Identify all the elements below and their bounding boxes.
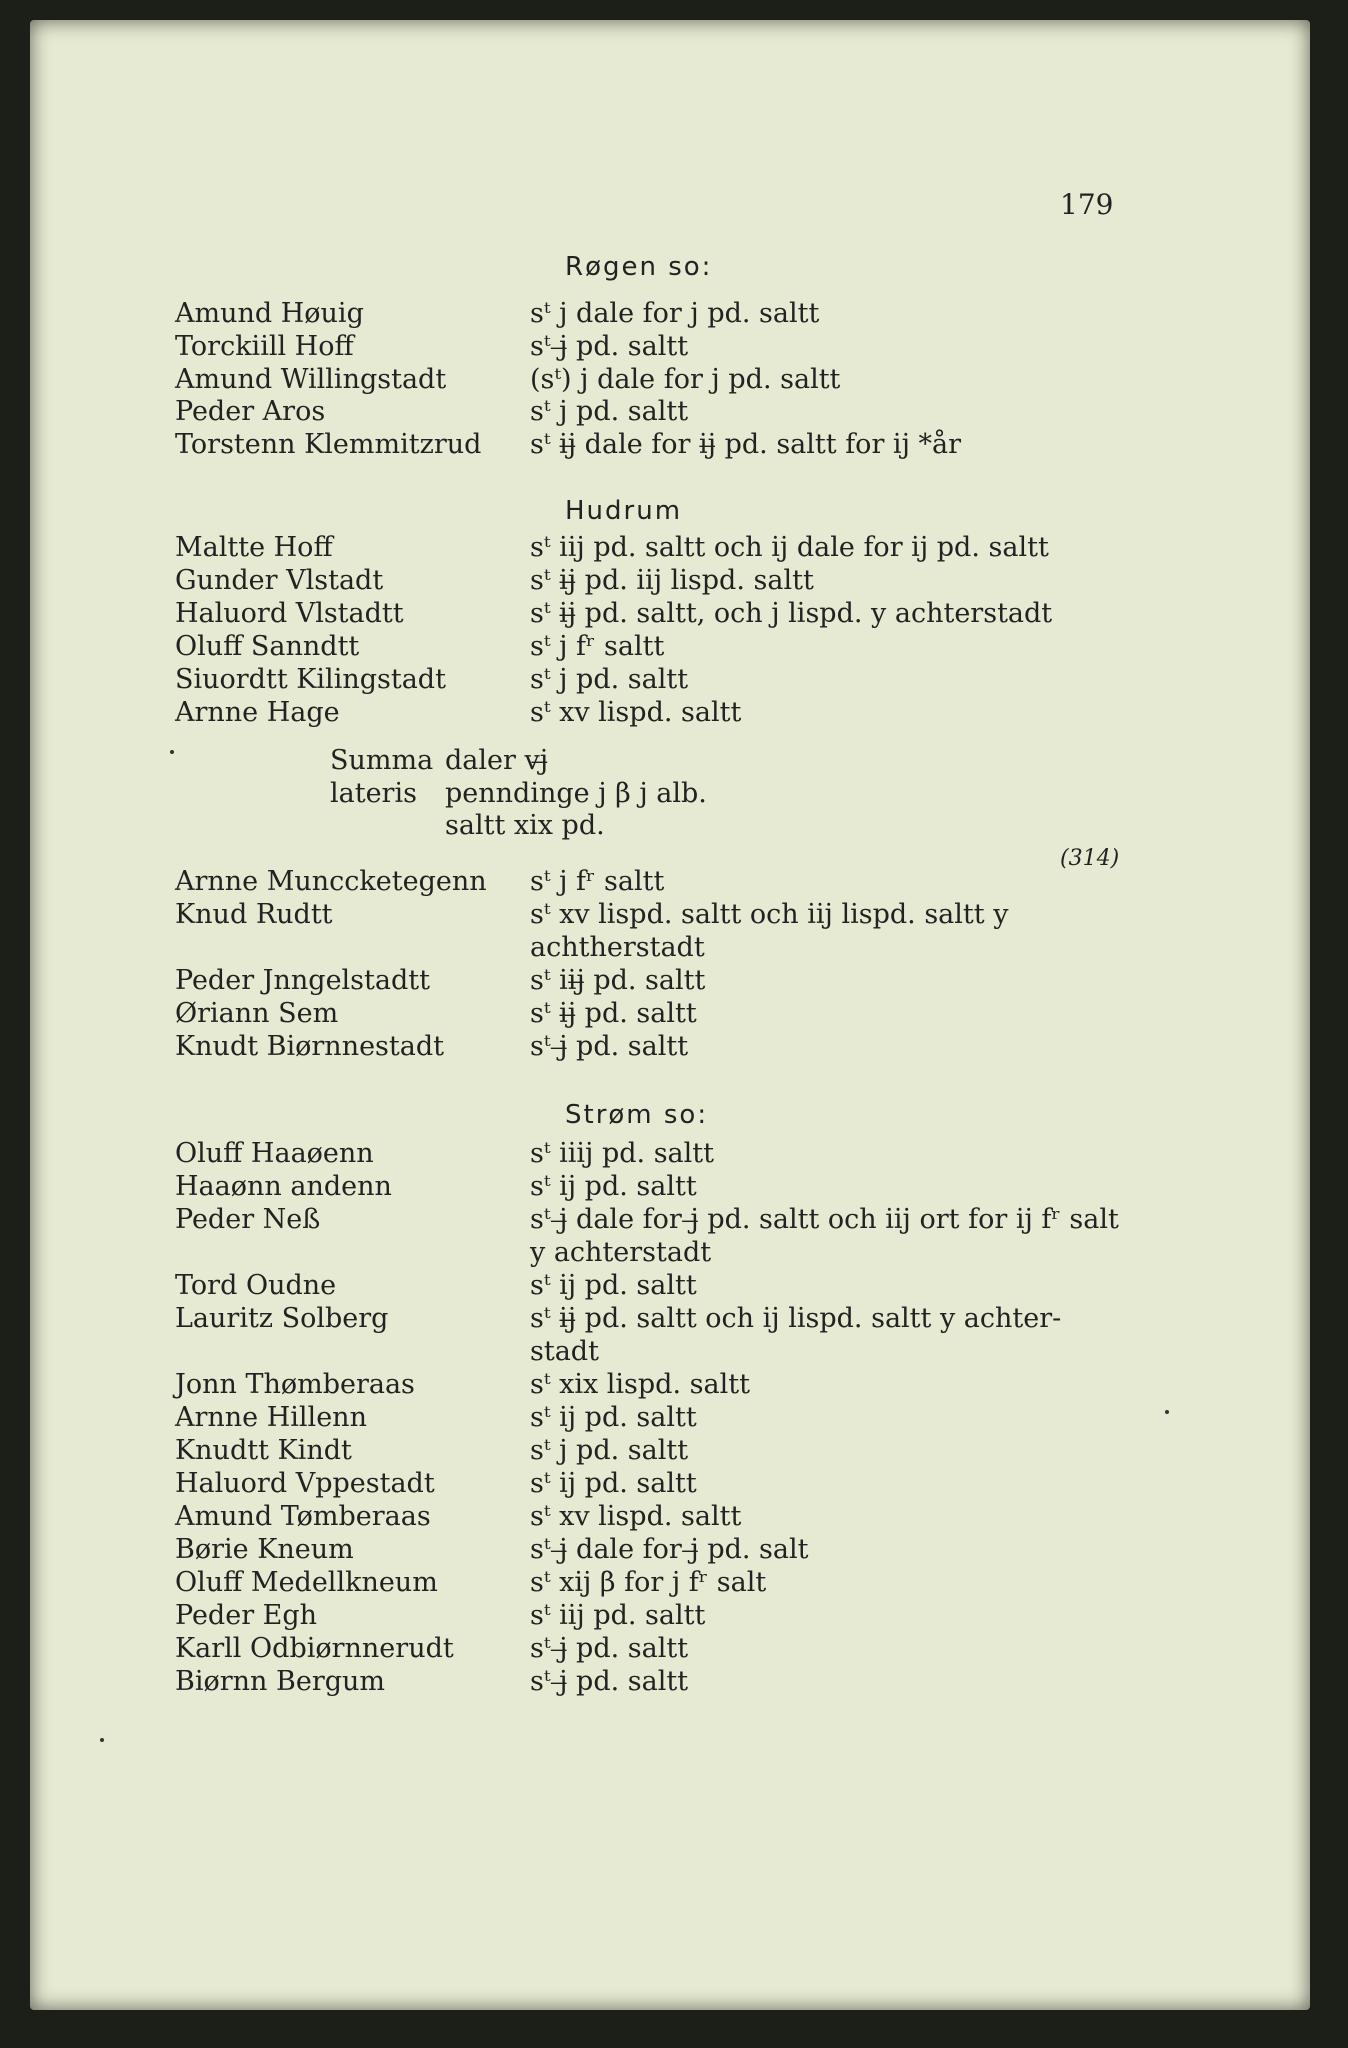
tax-entry: sᵗ iij̶ pd. saltt (530, 965, 706, 996)
tax-entry: sᵗ j̶ dale for j̶ pd. saltt och iij ort for ij fʳ salt y achterstadt (530, 1204, 1119, 1268)
paper-speck (170, 750, 174, 754)
tax-entry: sᵗ j dale for j pd. saltt (530, 298, 820, 329)
person-name: Knudtt Kindt (175, 1435, 352, 1466)
person-name: Amund Høuig (175, 298, 364, 329)
person-name: Gunder Vlstadt (175, 565, 384, 596)
page-number: 179 (1060, 188, 1114, 221)
tax-entry: sᵗ j̶ pd. saltt (530, 1633, 689, 1664)
paper-speck (1165, 1410, 1169, 1414)
person-name: Oluff Sanndtt (175, 631, 360, 662)
person-name: Tord Oudne (175, 1270, 337, 1301)
tax-entry: sᵗ iij pd. saltt (530, 1600, 706, 1631)
summa-label: Summa (330, 745, 434, 776)
person-name: Torstenn Klemmitzrud (175, 429, 482, 460)
person-name: Arnne Munccketegenn (175, 866, 487, 897)
person-name: Peder Egh (175, 1600, 318, 1631)
person-name: Peder Aros (175, 396, 326, 427)
tax-entry: sᵗ ij pd. saltt (530, 1468, 697, 1499)
person-name: Karll Odbiørnnerudt (175, 1633, 454, 1664)
person-name: Øriann Sem (175, 998, 339, 1029)
summa-penndinge: penndinge j β j alb. (445, 777, 707, 809)
tax-entry: sᵗ ij pd. saltt (530, 1270, 697, 1301)
document-page (30, 20, 1310, 2010)
tax-entry: sᵗ ij pd. saltt (530, 1402, 697, 1433)
summa-lateris (330, 745, 707, 843)
person-name: Peder Jnngelstadtt (175, 965, 430, 996)
tax-entry: sᵗ j fʳ saltt (530, 866, 665, 897)
person-name: Torckiill Hoff (175, 331, 354, 362)
person-name: Jonn Thømberaas (175, 1369, 415, 1400)
person-name: Haluord Vlstadtt (175, 598, 404, 629)
person-name: Maltte Hoff (175, 532, 333, 563)
folio-reference: (314) (1060, 846, 1120, 871)
tax-entry: sᵗ ij̶ pd. saltt (530, 998, 697, 1029)
summa-saltt: saltt xix pd. (445, 810, 605, 841)
person-name: Haluord Vppestadt (175, 1468, 435, 1499)
person-name: Peder Neß (175, 1204, 321, 1235)
tax-entry: sᵗ xij β for j fʳ salt (530, 1567, 767, 1598)
person-name: Knud Rudtt (175, 899, 333, 930)
summa-daler: daler vj̶ (445, 745, 549, 776)
lateris-label: lateris (330, 777, 417, 809)
tax-entry: sᵗ xv lispd. saltt (530, 1501, 742, 1532)
tax-entry: sᵗ ij̶ pd. saltt, och j lispd. y achterstadt (530, 598, 1053, 629)
person-name: Knudt Biørnnestadt (175, 1031, 444, 1062)
tax-entry: sᵗ j̶ pd. saltt (530, 1666, 689, 1697)
tax-entry: sᵗ xv lispd. saltt och iij lispd. saltt y achtherstadt (530, 899, 1009, 963)
tax-entry: sᵗ j pd. saltt (530, 396, 689, 427)
section-title-strom: Strøm so: (565, 1100, 709, 1130)
tax-entry: sᵗ j pd. saltt (530, 1435, 689, 1466)
tax-entry: (sᵗ) j dale for j pd. saltt (530, 364, 841, 395)
tax-entry: sᵗ j̶ pd. saltt (530, 331, 689, 362)
person-name: Amund Tømberaas (175, 1501, 431, 1532)
person-name: Oluff Haaøenn (175, 1138, 374, 1169)
tax-entry: sᵗ j pd. saltt (530, 664, 689, 695)
tax-entry: sᵗ iij pd. saltt och ij dale for ij pd. saltt (530, 532, 1049, 563)
person-name: Siuordtt Kilingstadt (175, 664, 446, 695)
tax-entry: sᵗ xv lispd. saltt (530, 697, 742, 728)
tax-entry: sᵗ ij̶ dale for ij̶ pd. saltt for ij *år (530, 429, 962, 460)
tax-entry: sᵗ xix lispd. saltt (530, 1369, 750, 1400)
person-name: Lauritz Solberg (175, 1303, 389, 1334)
tax-entry: sᵗ iiij pd. saltt (530, 1138, 714, 1169)
person-name: Arnne Hage (175, 697, 340, 728)
person-name: Amund Willingstadt (175, 364, 447, 395)
tax-entry: sᵗ ij̶ pd. iij lispd. saltt (530, 565, 814, 596)
tax-entry: sᵗ ij pd. saltt (530, 1171, 697, 1202)
person-name: Arnne Hillenn (175, 1402, 367, 1433)
person-name: Børie Kneum (175, 1534, 354, 1565)
tax-entry: sᵗ j fʳ saltt (530, 631, 665, 662)
person-name: Oluff Medellkneum (175, 1567, 438, 1598)
tax-entry: sᵗ j̶ dale for j̶ pd. salt (530, 1534, 809, 1565)
paper-speck (100, 1738, 104, 1742)
section-title-rogen: Røgen so: (565, 252, 713, 282)
person-name: Biørnn Bergum (175, 1666, 386, 1697)
tax-entry: sᵗ j̶ pd. saltt (530, 1031, 689, 1062)
person-name: Haaønn andenn (175, 1171, 392, 1202)
tax-entry: sᵗ ij̶ pd. saltt och ij lispd. saltt y achter-stadt (530, 1303, 1062, 1367)
section-title-hudrum: Hudrum (565, 496, 683, 526)
